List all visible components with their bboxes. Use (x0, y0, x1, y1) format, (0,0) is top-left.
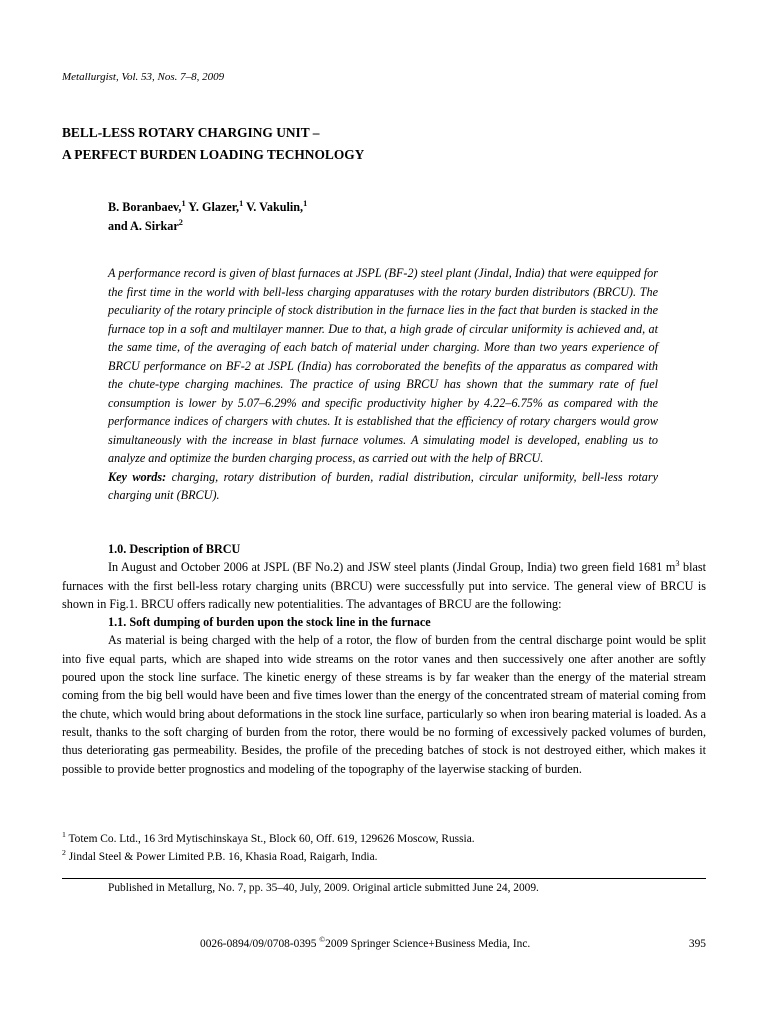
abstract (108, 264, 658, 505)
footnote-mark: 1 (62, 830, 66, 840)
paragraph-text: blast furnaces with the first bell-less rotary charging units (BRCU) were successfully put into service. The general view of BRCU is shown in Fig.1. BRCU offers radically new potentialities. The advantages of BRCU are the following: (62, 560, 706, 611)
author-line-1 (108, 198, 307, 217)
author-line-2 (108, 217, 307, 236)
section-1-paragraph (62, 558, 706, 613)
author-name: B. Boranbaev, (108, 200, 182, 214)
issn: 0026-0894/09/0708-0395 (200, 938, 320, 950)
section-heading-1-1: 1.1. Soft dumping of burden upon the stock line in the furnace (108, 615, 431, 630)
affiliation-mark: 1 (239, 198, 244, 208)
author-name: and A. Sirkar (108, 219, 179, 233)
superscript-3: 3 (675, 559, 680, 569)
keywords-text: charging, rotary distribution of burden, radial distribution, circular uniformity, bell-less rotary charging unit (BRCU). (108, 469, 659, 502)
section-1-1-paragraph: As material is being charged with the help of a rotor, the flow of burden from the central discharge point would be split into five equal parts, which are shaped into wide streams on the rotor vanes and then successively one after another are softly poured upon the stock line surface. The kinetic energy of these streams is by far weaker than the energy of the material stream coming from the big bell would have been and five times lower than the energy of the concentrated stream of material coming from the chute, which would bring about deformations in the stock line surface, particularly so when iron bearing material is loaded. As a result, thanks to the soft charging of burden from the rotor, there would be no forming of excessively packed volumes of burden, thus deteriorating gas permeability. Besides, the profile of the preceding batches of stock is not destroyed either, which makes it possible to provide better prognostics and modeling of the topography of the layerwise stacking of burden. (62, 633, 706, 776)
footnote-1 (62, 830, 706, 848)
author-name: V. Vakulin, (243, 200, 304, 214)
author-list (108, 198, 307, 236)
footer-rule (62, 878, 706, 879)
footnotes (62, 830, 706, 866)
affiliation-mark: 1 (303, 198, 308, 208)
footnote-mark: 2 (62, 848, 66, 858)
copyright-symbol: © (319, 935, 326, 945)
section-heading-1: 1.0. Description of BRCU (108, 542, 241, 556)
article-title (62, 122, 364, 166)
title-line-1: BELL-LESS ROTARY CHARGING UNIT – (62, 125, 320, 140)
title-line-2: A PERFECT BURDEN LOADING TECHNOLOGY (62, 147, 365, 162)
keywords-label: Key words: (108, 469, 167, 484)
publisher: 2009 Springer Science+Business Media, Inc. (325, 938, 531, 950)
keywords (108, 468, 658, 505)
affiliation-mark: 2 (178, 217, 183, 227)
abstract-text: A performance record is given of blast furnaces at JSPL (BF-2) steel plant (Jindal, India) that were equipped for the first time in the world with bell-less charging apparatuses with the rotary burden distributors (BRCU). The peculiarity of the rotary principle of stock distribution in the furnace lies in the fact that burden is stacked in the furnace top in a soft and multilayer manner. Due to that, a high grade of circular uniformity is achieved and, at the same time, of the averaging of each batch of material under charging. More than two years experience of BRCU performance on BF-2 at JSPL (India) has corroborated the benefits of the apparatus as compared with the chute-type charging machines. The practice of using BRCU has shown that the summary rate of fuel consumption is lower by 5.07–6.29% and specific productivity higher by 4.22–6.75% as compared with the performance indices of chargers with chutes. It is established that the efficiency of rotary chargers would grow simultaneously with the increase in blast furnace volumes. A simulating model is developed, enabling us to analyze and optimize the burden charging process, as carried out with the help of BRCU. (108, 266, 658, 465)
issn-copyright (200, 935, 531, 950)
footnote-2 (62, 848, 706, 866)
page-number: 395 (688, 938, 706, 950)
body-text (62, 540, 706, 778)
author-name: Y. Glazer, (185, 200, 240, 214)
footnote-text: Totem Co. Ltd., 16 3rd Mytischinskaya St., Block 60, Off. 619, 129626 Moscow, Russia. (65, 833, 475, 845)
affiliation-mark: 1 (181, 198, 186, 208)
journal-reference: Metallurgist, Vol. 53, Nos. 7–8, 2009 (62, 71, 225, 83)
paragraph-text: In August and October 2006 at JSPL (BF No.2) and JSW steel plants (Jindal Group, India) two green field 1681 m (108, 560, 676, 575)
footnote-text: Jindal Steel & Power Limited P.B. 16, Khasia Road, Raigarh, India. (65, 851, 378, 863)
publication-note: Published in Metallurg, No. 7, pp. 35–40, July, 2009. Original article submitted June 24, 2009. (108, 882, 539, 894)
